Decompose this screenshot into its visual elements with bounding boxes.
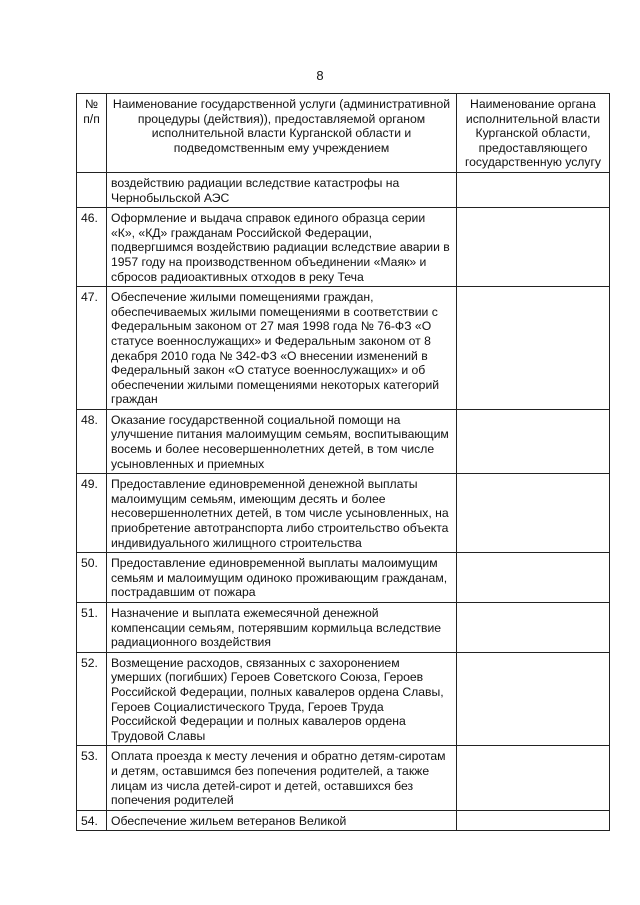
table-row	[77, 208, 610, 287]
authority-cell	[457, 603, 610, 653]
row-number	[77, 172, 107, 207]
service-name-cell: Оказание государственной социальной помощи на улучшение питания малоимущим семьям, воспитывающим восемь и более несовершеннолетних детей, в том числе усыновленных и приемных	[107, 409, 457, 473]
table-row	[77, 553, 610, 603]
page-number: 8	[316, 68, 324, 83]
authority-cell	[457, 474, 610, 553]
authority-cell	[457, 208, 610, 287]
row-number: 52.	[77, 652, 107, 746]
table-row	[77, 409, 610, 473]
header-number: № п/п	[77, 94, 107, 173]
service-name-cell: Предоставление единовременной денежной выплаты малоимущим семьям, имеющим десять и более несовершеннолетних детей, в том числе усыновленных, на приобретение автотранспорта либо строительство объекта индивидуального жилищного строительства	[107, 474, 457, 553]
row-number: 50.	[77, 553, 107, 603]
table-row	[77, 172, 610, 207]
row-number: 48.	[77, 409, 107, 473]
authority-cell	[457, 553, 610, 603]
authority-cell	[457, 287, 610, 410]
header-service-name: Наименование государственной услуги (административной процедуры (действия)), предоставляемой органом исполнительной власти Курганской области и подведомственным ему учреждением	[107, 94, 457, 173]
row-number: 53.	[77, 746, 107, 810]
table-row	[77, 652, 610, 746]
table-row	[77, 810, 610, 831]
services-table	[76, 93, 610, 831]
row-number: 47.	[77, 287, 107, 410]
authority-cell	[457, 409, 610, 473]
table-row	[77, 746, 610, 810]
service-name-cell: Предоставление единовременной выплаты малоимущим семьям и малоимущим одиноко проживающим гражданам, пострадавшим от пожара	[107, 553, 457, 603]
authority-cell	[457, 652, 610, 746]
authority-cell	[457, 746, 610, 810]
service-name-cell: Возмещение расходов, связанных с захоронением умерших (погибших) Героев Советского Союза, Героев Российской Федерации, полных кавалеров ордена Славы, Героев Социалистического Труда, Героев Труда Российской Федерации и полных кавалеров ордена Трудовой Славы	[107, 652, 457, 746]
service-name-cell: Обеспечение жилыми помещениями граждан, обеспечиваемых жилыми помещениями в соответствии с Федеральным законом от 27 мая 1998 года № 76-ФЗ «О статусе военнослужащих» и Федеральным законом от 8 декабря 2010 года № 342-ФЗ «О внесении изменений в Федеральный закон «О статусе военнослужащих» и об обеспечении жилыми помещениями некоторых категорий граждан	[107, 287, 457, 410]
table-row	[77, 603, 610, 653]
row-number: 51.	[77, 603, 107, 653]
service-name-cell: Оформление и выдача справок единого образца серии «К», «КД» гражданам Российской Федерации, подвергшимся воздействию радиации вследствие аварии в 1957 году на производственном объединении «Маяк» и сбросов радиоактивных отходов в реку Теча	[107, 208, 457, 287]
table-row	[77, 287, 610, 410]
authority-cell	[457, 172, 610, 207]
service-name-cell: Обеспечение жильем ветеранов Великой	[107, 810, 457, 831]
table-header-row	[77, 94, 610, 173]
authority-cell	[457, 810, 610, 831]
row-number: 46.	[77, 208, 107, 287]
row-number: 54.	[77, 810, 107, 831]
service-name-cell: Оплата проезда к месту лечения и обратно детям-сиротам и детям, оставшимся без попечения родителей, а также лицам из числа детей-сирот и детей, оставшихся без попечения родителей	[107, 746, 457, 810]
row-number: 49.	[77, 474, 107, 553]
service-name-cell: Назначение и выплата ежемесячной денежной компенсации семьям, потерявшим кормильца вследствие радиационного воздействия	[107, 603, 457, 653]
table-row	[77, 474, 610, 553]
header-authority: Наименование органа исполнительной власти Курганской области, предоставляющего государственную услугу	[457, 94, 610, 173]
service-name-cell: воздействию радиации вследствие катастрофы на Чернобыльской АЭС	[107, 172, 457, 207]
